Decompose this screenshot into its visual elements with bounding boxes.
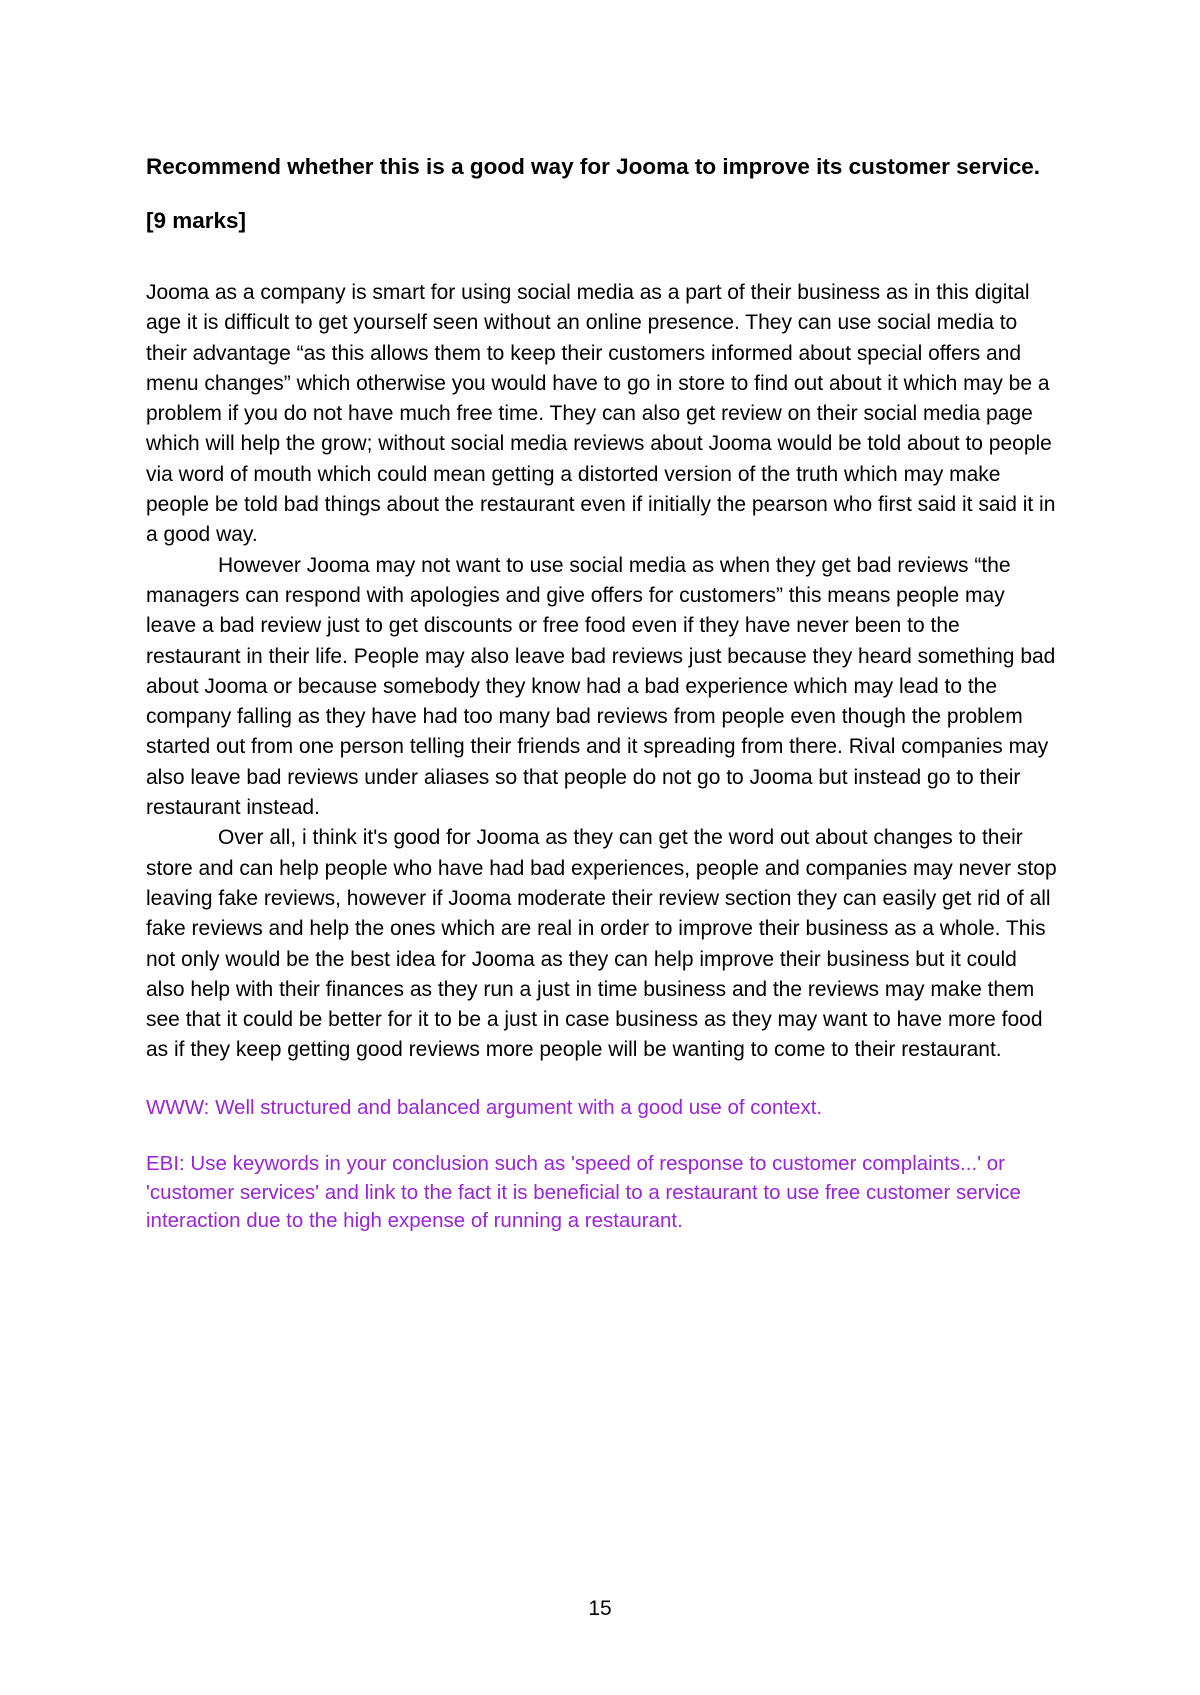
answer-body [146, 278, 1058, 1066]
feedback-ebi: EBI: Use keywords in your conclusion such as 'speed of response to customer complaints...' or 'customer services' and link to the fact it is beneficial to a restaurant to use free customer service interaction due to the high expense of running a restaurant. [146, 1152, 1021, 1233]
feedback-www: WWW: Well structured and balanced argument with a good use of context. [146, 1095, 823, 1119]
marks-label: [9 marks] [146, 208, 247, 233]
question-text: Recommend whether this is a good way for Jooma to improve its customer service. [146, 154, 1040, 179]
answer-paragraph-2: However Jooma may not want to use social media as when they get bad reviews “the managers can respond with apologies and give offers for customers” this means people may leave a bad review just to get discounts or free food even if they have never been to the restaurant in their life. People may also leave bad reviews just because they heard something bad about Jooma or because somebody they know had a bad experience which may lead to the company falling as they have had too many bad reviews from people even though the problem started out from one person telling their friends and it spreading from there. Rival companies may also leave bad reviews under aliases so that people do not go to Jooma but instead go to their restaurant instead. [146, 553, 1056, 820]
answer-paragraph-1: Jooma as a company is smart for using social media as a part of their business as in this digital age it is difficult to get yourself seen without an online presence. They can use social media to their advantage “as this allows them to keep their customers informed about special offers and menu changes” which otherwise you would have to go in store to find out about it which may be a problem if you do not have much free time. They can also get review on their social media page which will help the grow; without social media reviews about Jooma would be told about to people via word of mouth which could mean getting a distorted version of the truth which may make people be told bad things about the restaurant even if initially the pearson who first said it said it in a good way. [146, 281, 1056, 547]
answer-paragraph-3: Over all, i think it's good for Jooma as they can get the word out about changes to their store and can help people who have had bad experiences, people and companies may never stop leaving fake reviews, however if Jooma moderate their review section they can easily get rid of all fake reviews and help the ones which are real in order to improve their business as a whole. This not only would be the best idea for Jooma as they can help improve their business but it could also help with their finances as they run a just in time business and the reviews may make them see that it could be better for it to be a just in case business as they may want to have more food as if they keep getting good reviews more people will be wanting to come to their restaurant. [146, 826, 1057, 1062]
page-content [146, 150, 1058, 1236]
page-number: 15 [588, 1597, 612, 1620]
